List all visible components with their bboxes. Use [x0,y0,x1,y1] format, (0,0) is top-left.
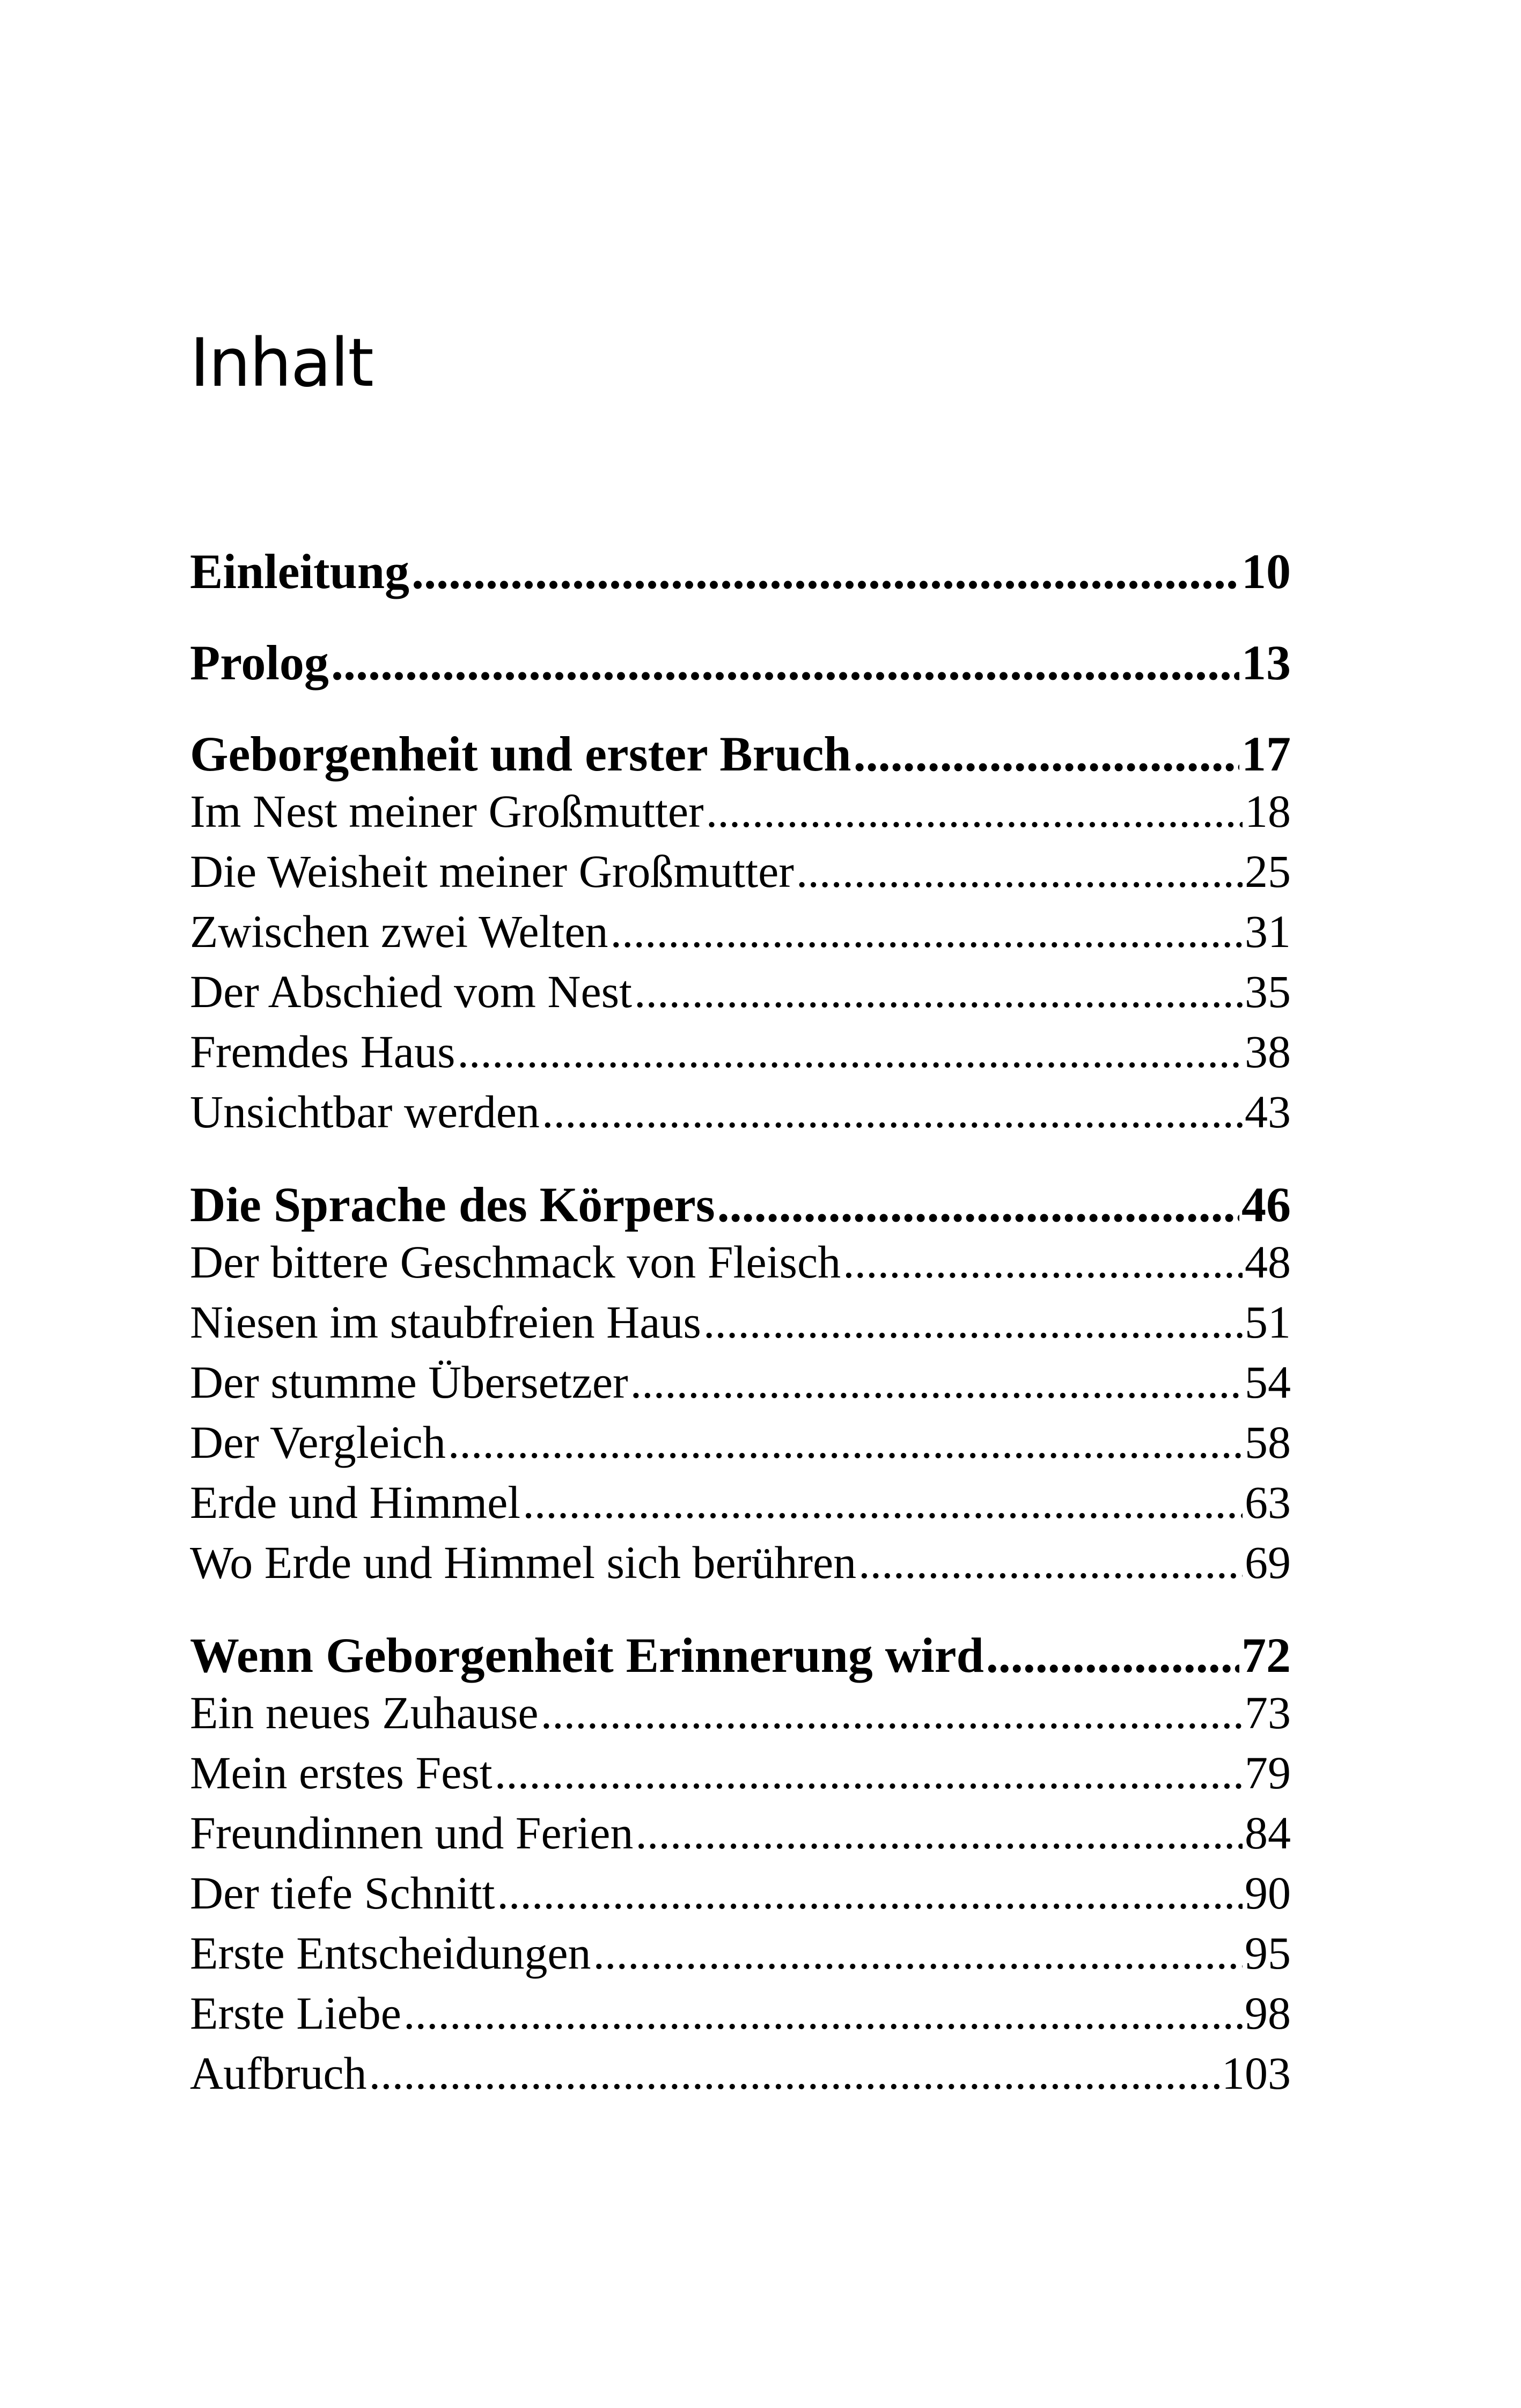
toc-dot-leader [854,725,1239,782]
toc-entry-title: Mein erstes Fest [190,1747,493,1798]
toc-entry-title: Wo Erde und Himmel sich berühren [190,1537,857,1588]
toc-page-number: 31 [1245,906,1291,957]
toc-section-entry [190,1355,1291,1414]
toc-page-number: 54 [1245,1356,1291,1408]
toc-section-entry [190,1686,1291,1745]
toc-dot-leader [703,1295,1243,1349]
toc-section-entry [190,1926,1291,1985]
toc-page-number: 46 [1241,1177,1291,1232]
toc-entry-title: Die Sprache des Körpers [190,1177,715,1232]
toc-page-number: 38 [1245,1026,1291,1077]
toc-section-entry [190,1475,1291,1535]
toc-page-number: 13 [1241,635,1291,690]
toc-entry-title: Der bittere Geschmack von Fleisch [190,1236,841,1288]
toc-page-number: 79 [1245,1747,1291,1798]
toc-page-number: 58 [1245,1416,1291,1468]
toc-entry-title: Freundinnen und Ferien [190,1807,634,1859]
toc-entry-title: Geborgenheit und erster Bruch [190,726,851,781]
toc-section-entry [190,965,1291,1024]
toc-dot-leader [611,905,1243,958]
toc-dot-leader [497,1866,1243,1920]
toc-section-entry [190,1866,1291,1925]
toc-entry-title: Einleitung [190,544,410,599]
toc-dot-leader [541,1686,1243,1739]
toc-page-number: 10 [1241,544,1291,599]
toc-page-number: 69 [1245,1537,1291,1588]
toc-section-entry [190,1536,1291,1595]
toc-entry-title: Der Abschied vom Nest [190,966,633,1017]
toc-page-number: 84 [1245,1807,1291,1859]
toc-dot-leader [523,1475,1243,1529]
toc-dot-leader [542,1085,1243,1139]
page-title: Inhalt [190,325,373,402]
toc-entry-title: Im Nest meiner Großmutter [190,785,704,837]
toc-section-entry [190,1746,1291,1805]
toc-entry-title: Erste Entscheidungen [190,1927,591,1979]
toc-section-entry [190,1235,1291,1294]
toc-section-entry [190,1025,1291,1084]
toc-chapter-entry [190,725,1291,784]
toc-dot-leader [593,1926,1243,1980]
toc-dot-leader [717,1176,1239,1233]
toc-section-entry [190,1986,1291,2045]
toc-dot-leader [986,1627,1239,1684]
toc-chapter-entry [190,1627,1291,1686]
toc-entry-title: Wenn Geborgenheit Erinnerung wird [190,1628,984,1683]
toc-dot-leader [796,845,1243,898]
toc-section-entry [190,784,1291,843]
toc-page-number: 35 [1245,966,1291,1017]
toc-entry-title: Niesen im staubfreien Haus [190,1296,701,1348]
toc-dot-leader [706,784,1243,838]
toc-page-number: 95 [1245,1927,1291,1979]
toc-dot-leader [412,543,1239,600]
toc-page-number: 25 [1245,846,1291,897]
toc-entry-title: Ein neues Zuhause [190,1687,539,1738]
toc-dot-leader [448,1415,1243,1469]
toc-dot-leader [630,1355,1243,1409]
toc-page-number: 72 [1241,1628,1291,1683]
toc-entry-title: Die Weisheit meiner Großmutter [190,846,794,897]
toc-dot-leader [403,1986,1243,2040]
toc-chapter-entry [190,1176,1291,1235]
toc-page-number: 98 [1245,1987,1291,2039]
toc-entry-title: Der Vergleich [190,1416,446,1468]
toc-section-entry [190,1295,1291,1354]
toc-dot-leader [331,634,1239,691]
toc-entry-title: Der stumme Übersetzer [190,1356,628,1408]
toc-dot-leader [843,1235,1243,1289]
toc-section-entry [190,1415,1291,1474]
toc-page-number: 73 [1245,1687,1291,1738]
toc-page-number: 103 [1222,2047,1291,2099]
toc-page-number: 63 [1245,1477,1291,1528]
toc-section-entry [190,845,1291,904]
toc-dot-leader [495,1746,1243,1800]
toc-entry-title: Zwischen zwei Welten [190,906,608,957]
toc-entry-title: Fremdes Haus [190,1026,455,1077]
toc-entry-title: Erste Liebe [190,1987,401,2039]
toc-dot-leader [457,1025,1243,1078]
toc-entry-title: Prolog [190,635,329,690]
toc-section-entry [190,1085,1291,1144]
toc-chapter-entry [190,543,1291,602]
toc-dot-leader [634,965,1243,1018]
toc-section-entry [190,1806,1291,1865]
toc-dot-leader [858,1536,1243,1589]
toc-dot-leader [635,1806,1243,1860]
toc-entry-title: Der tiefe Schnitt [190,1867,495,1919]
toc-page-number: 51 [1245,1296,1291,1348]
toc-page-number: 18 [1245,785,1291,837]
toc-entry-title: Erde und Himmel [190,1477,521,1528]
toc-section-entry [190,2046,1291,2105]
toc-page-number: 43 [1245,1086,1291,1137]
toc-chapter-entry [190,634,1291,693]
toc-page-number: 48 [1245,1236,1291,1288]
toc-page-number: 17 [1241,726,1291,781]
toc-section-entry [190,905,1291,964]
toc-entry-title: Aufbruch [190,2047,367,2099]
toc-dot-leader [369,2046,1219,2100]
toc-page-number: 90 [1245,1867,1291,1919]
toc-entry-title: Unsichtbar werden [190,1086,540,1137]
